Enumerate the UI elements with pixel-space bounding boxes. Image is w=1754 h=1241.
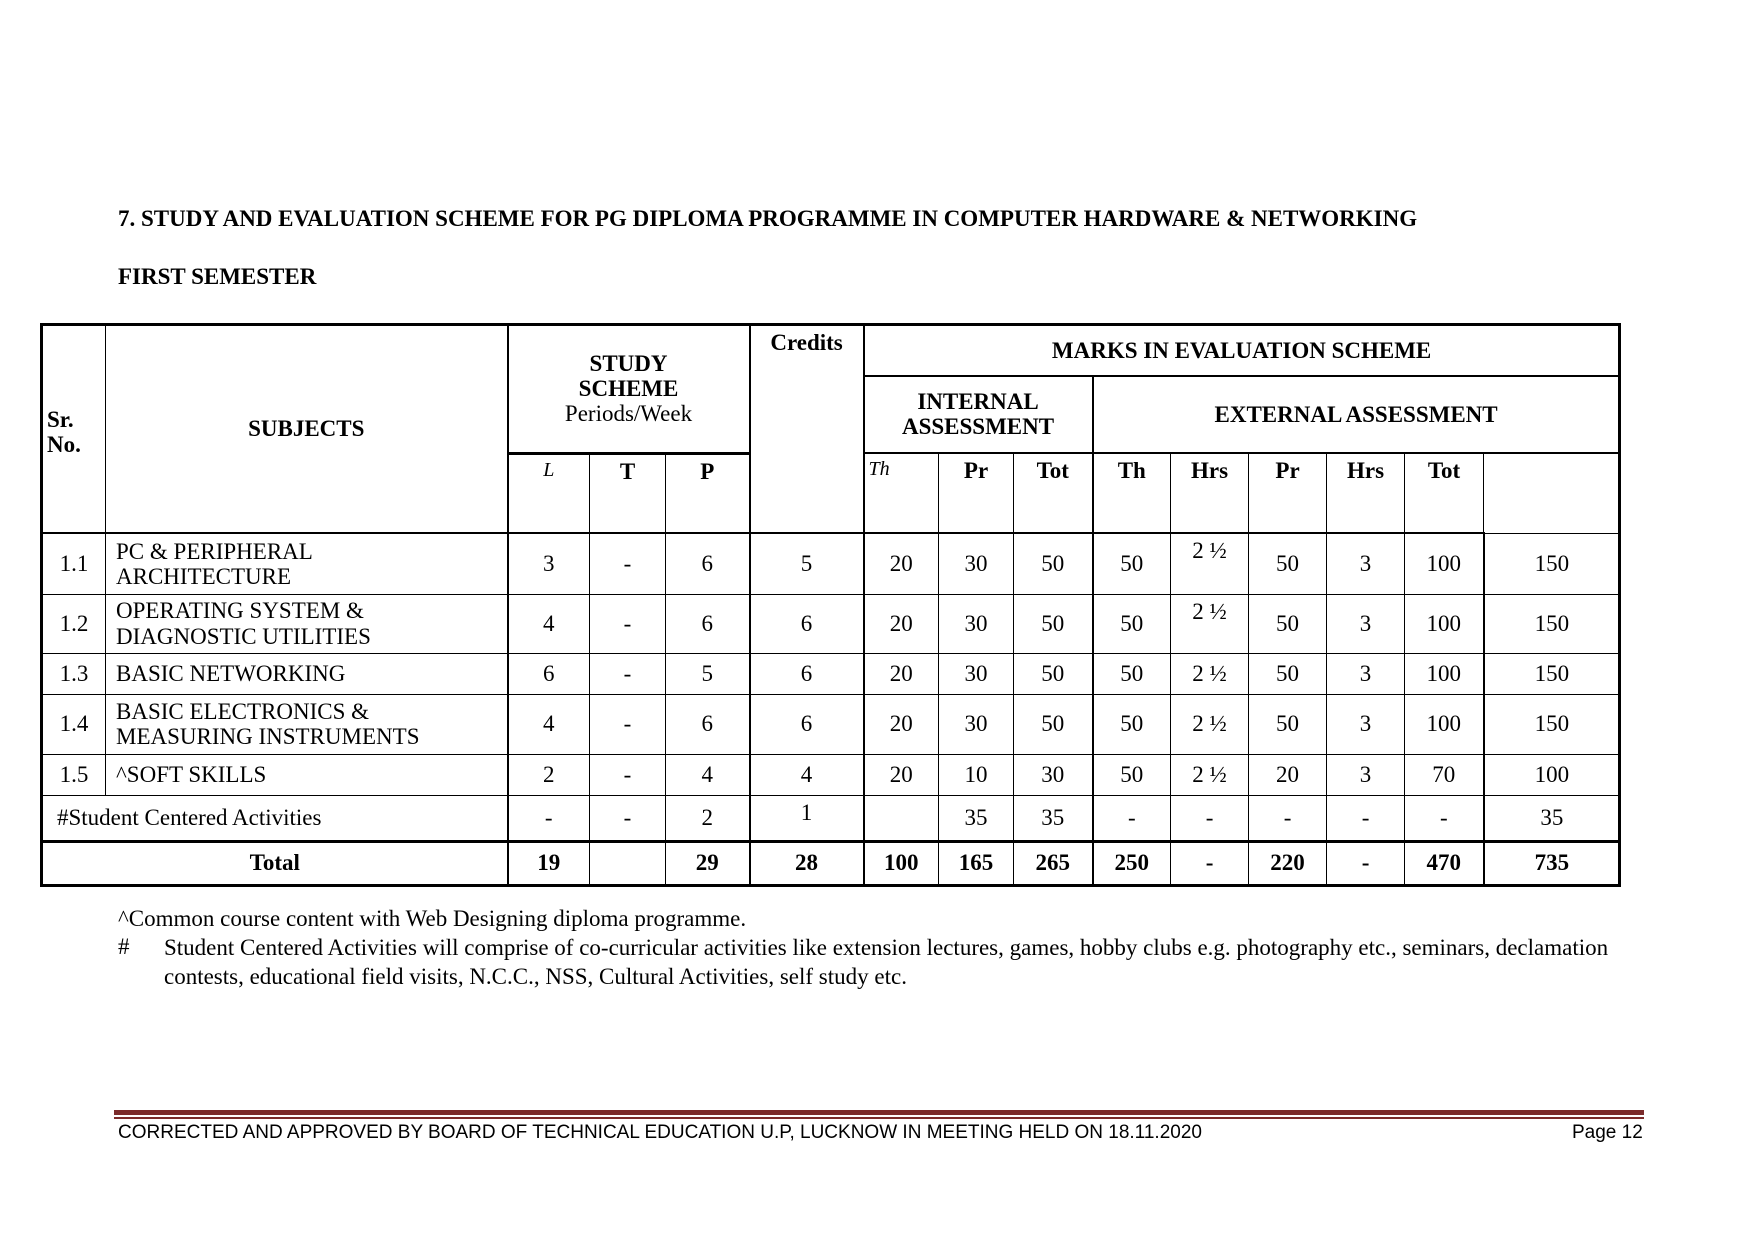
ext-tot-cell: 100 (1405, 653, 1484, 694)
l-cell: 4 (508, 594, 590, 653)
int-pr-cell: 30 (939, 653, 1014, 694)
credits-cell: 4 (750, 754, 864, 795)
int-tot-cell: 50 (1014, 533, 1093, 594)
p-cell: 6 (666, 694, 750, 754)
int-th-cell: 20 (864, 653, 939, 694)
l-cell: 4 (508, 694, 590, 754)
header-marks-evaluation: MARKS IN EVALUATION SCHEME (864, 325, 1620, 376)
ext-pr-cell: 50 (1249, 694, 1327, 754)
l-cell: 2 (508, 754, 590, 795)
int-pr-cell: 30 (939, 533, 1014, 594)
footnote-activities-text: Student Centered Activities will comprise of co-curricular activities like extension lectures, games, hobby clubs e.g. photography etc., seminars, declamation contests, educational field visits, N.C.C., NSS, Cultural Activities, self study etc. (164, 935, 1609, 989)
header-p: P (666, 453, 750, 533)
activities-label: #Student Centered Activities (42, 795, 508, 841)
ext-tot-cell: 100 (1405, 594, 1484, 653)
ext-pr-cell: 50 (1249, 533, 1327, 594)
header-ext-hrs: Hrs (1171, 453, 1249, 533)
total-marks-cell: 150 (1484, 594, 1620, 653)
ext-th-cell: 50 (1093, 533, 1171, 594)
page-heading: 7. STUDY AND EVALUATION SCHEME FOR PG DIPLOMA PROGRAMME IN COMPUTER HARDWARE & NETWORKING (118, 206, 1418, 231)
ext-hrs-cell: - (1171, 795, 1249, 841)
ext-hrs-cell: 3 (1327, 754, 1405, 795)
header-l: L (508, 453, 590, 533)
header-sr-no: Sr. No. (42, 325, 106, 534)
ext-hrs-cell: 2 ½ (1171, 533, 1249, 594)
ext-th-cell: 50 (1093, 653, 1171, 694)
t-cell: - (590, 653, 666, 694)
ext-hrs-cell: 2 ½ (1171, 754, 1249, 795)
int-pr-cell: 35 (939, 795, 1014, 841)
p-cell: 5 (666, 653, 750, 694)
footnotes (118, 906, 1618, 992)
credits-cell: 6 (750, 653, 864, 694)
int-pr-cell: 30 (939, 694, 1014, 754)
int-tot-cell: 50 (1014, 694, 1093, 754)
ext-pr-cell: 20 (1249, 754, 1327, 795)
header-t: T (590, 453, 666, 533)
sr-no-cell: 1.2 (42, 594, 106, 653)
sr-no-cell: 1.3 (42, 653, 106, 694)
ext-pr-cell: 50 (1249, 594, 1327, 653)
credits-cell: 1 (750, 795, 864, 841)
header-periods-week: Periods/Week (564, 401, 693, 427)
header-ext-hrs: Hrs (1327, 453, 1405, 533)
ext-hrs-cell: 2 ½ (1171, 594, 1249, 653)
total-marks-cell: 150 (1484, 694, 1620, 754)
footer-rule (114, 1110, 1644, 1115)
ext-th-cell: 50 (1093, 594, 1171, 653)
int-pr-cell: 30 (939, 594, 1014, 653)
ext-tot-cell: 100 (1405, 694, 1484, 754)
int-th-cell: 20 (864, 533, 939, 594)
table-row (42, 653, 1620, 694)
sr-no-cell: 1.5 (42, 754, 106, 795)
int-tot-cell: 50 (1014, 653, 1093, 694)
total-label: Total (42, 841, 508, 885)
total-marks-cell: 735 (1484, 841, 1620, 885)
header-external-assessment: EXTERNAL ASSESSMENT (1093, 376, 1620, 453)
total-row (42, 841, 1620, 885)
footnote-activities (118, 934, 1618, 992)
ext-th-cell: 50 (1093, 694, 1171, 754)
ext-hrs-cell: 3 (1327, 594, 1405, 653)
ext-pr-cell: - (1249, 795, 1327, 841)
subject-cell: BASIC ELECTRONICS & MEASURING INSTRUMENTS (106, 694, 508, 754)
int-pr-cell: 10 (939, 754, 1014, 795)
int-th-cell (864, 795, 939, 841)
int-th-cell: 20 (864, 594, 939, 653)
sr-no-cell: 1.1 (42, 533, 106, 594)
ext-hrs-cell: - (1171, 841, 1249, 885)
total-marks-cell: 150 (1484, 533, 1620, 594)
t-cell: - (590, 694, 666, 754)
ext-hrs-cell: 2 ½ (1171, 694, 1249, 754)
subject-cell: ^SOFT SKILLS (106, 754, 508, 795)
l-cell: - (508, 795, 590, 841)
table-row (42, 594, 1620, 653)
header-ext-th: Th (1093, 453, 1171, 533)
t-cell (590, 841, 666, 885)
sr-no-cell: 1.4 (42, 694, 106, 754)
ext-pr-cell: 50 (1249, 653, 1327, 694)
subject-cell: OPERATING SYSTEM & DIAGNOSTIC UTILITIES (106, 594, 508, 653)
l-cell: 19 (508, 841, 590, 885)
total-marks-cell: 150 (1484, 653, 1620, 694)
p-cell: 4 (666, 754, 750, 795)
footer-rule (114, 1117, 1644, 1119)
l-cell: 3 (508, 533, 590, 594)
table-row (42, 754, 1620, 795)
header-study-scheme: STUDY SCHEME Periods/Week (508, 325, 750, 454)
ext-hrs-cell: 3 (1327, 653, 1405, 694)
credits-cell: 28 (750, 841, 864, 885)
ext-tot-cell: 470 (1405, 841, 1484, 885)
t-cell: - (590, 533, 666, 594)
activities-row (42, 795, 1620, 841)
header-int-tot: Tot (1014, 453, 1093, 533)
footer-approval-text: CORRECTED AND APPROVED BY BOARD OF TECHNICAL EDUCATION U.P, LUCKNOW IN MEETING HELD ON 18.11.2020 (118, 1122, 1202, 1143)
ext-hrs-cell: 2 ½ (1171, 653, 1249, 694)
credits-cell: 5 (750, 533, 864, 594)
header-int-pr: Pr (939, 453, 1014, 533)
l-cell: 6 (508, 653, 590, 694)
ext-hrs-cell: - (1327, 841, 1405, 885)
p-cell: 6 (666, 594, 750, 653)
evaluation-scheme-table (40, 323, 1621, 887)
header-internal-assessment: INTERNAL ASSESSMENT (864, 376, 1093, 453)
semester-heading: FIRST SEMESTER (118, 264, 317, 289)
header-ext-tot: Tot (1405, 453, 1484, 533)
int-th-cell: 100 (864, 841, 939, 885)
ext-th-cell: - (1093, 795, 1171, 841)
table-row (42, 533, 1620, 594)
footnote-common-course: ^Common course content with Web Designing diploma programme. (118, 906, 747, 931)
int-th-cell: 20 (864, 694, 939, 754)
t-cell: - (590, 795, 666, 841)
page-number: Page 12 (1572, 1122, 1643, 1143)
int-th-cell: 20 (864, 754, 939, 795)
total-marks-cell: 100 (1484, 754, 1620, 795)
p-cell: 6 (666, 533, 750, 594)
credits-cell: 6 (750, 694, 864, 754)
subject-cell: BASIC NETWORKING (106, 653, 508, 694)
int-tot-cell: 30 (1014, 754, 1093, 795)
int-tot-cell: 50 (1014, 594, 1093, 653)
credits-cell: 6 (750, 594, 864, 653)
int-pr-cell: 165 (939, 841, 1014, 885)
int-tot-cell: 265 (1014, 841, 1093, 885)
subject-cell: PC & PERIPHERAL ARCHITECTURE (106, 533, 508, 594)
ext-hrs-cell: 3 (1327, 533, 1405, 594)
p-cell: 29 (666, 841, 750, 885)
ext-tot-cell: 100 (1405, 533, 1484, 594)
ext-pr-cell: 220 (1249, 841, 1327, 885)
header-int-th: Th (864, 453, 939, 533)
t-cell: - (590, 594, 666, 653)
header-ext-pr: Pr (1249, 453, 1327, 533)
ext-th-cell: 50 (1093, 754, 1171, 795)
footnote-hash-mark: # (118, 934, 130, 959)
ext-hrs-cell: - (1327, 795, 1405, 841)
p-cell: 2 (666, 795, 750, 841)
int-tot-cell: 35 (1014, 795, 1093, 841)
header-credits: Credits (750, 325, 864, 534)
ext-th-cell: 250 (1093, 841, 1171, 885)
total-marks-cell: 35 (1484, 795, 1620, 841)
table-row (42, 694, 1620, 754)
ext-hrs-cell: 3 (1327, 694, 1405, 754)
t-cell: - (590, 754, 666, 795)
ext-tot-cell: 70 (1405, 754, 1484, 795)
ext-tot-cell: - (1405, 795, 1484, 841)
header-subjects: SUBJECTS (106, 325, 508, 534)
